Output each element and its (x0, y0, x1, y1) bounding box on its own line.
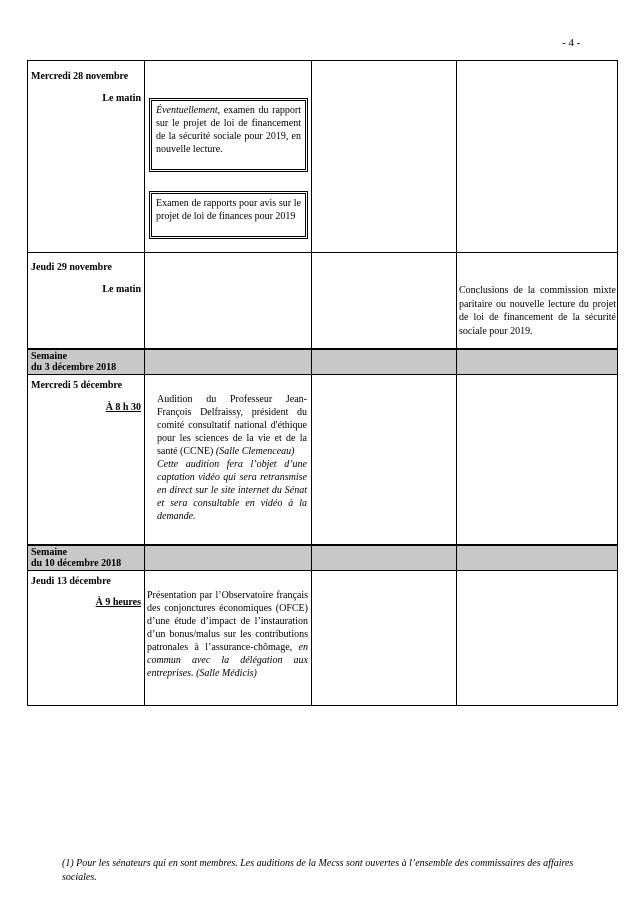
room-text: (Salle Clemenceau) (215, 446, 295, 457)
cell-text (147, 589, 308, 680)
box-italic-text: Éventuellement (156, 105, 218, 116)
date-cell (28, 61, 145, 253)
week-label: Semaine (31, 546, 68, 558)
col2-cell (145, 375, 312, 545)
table-row (28, 253, 618, 349)
col4-cell (457, 571, 618, 706)
table-row (28, 375, 618, 545)
box-text: , examen du rapport sur le projet de loi de financement de la sécurité sociale pour 2019, en nouvelle lecture. (156, 105, 301, 155)
presentation-text: Présentation par l’Observatoire français des conjonctures économiques (OFCE) d’une étude d’impact de l’instauration d’un bonus/malus sur les contributions patronales à l’assurance-chômage, (147, 590, 308, 653)
box-text: Examen de rapports pour avis sur le projet de loi de finances pour 2019 (156, 198, 301, 222)
col3-cell (312, 375, 457, 545)
date-cell (28, 375, 145, 545)
week-label: Semaine (31, 350, 68, 362)
audition-text: Audition du Professeur Jean-François Delfraissy, président du comité consultatif national d'éthique pour les sciences de la vie et de la santé (CCNE) (157, 394, 307, 457)
week-row (28, 349, 618, 375)
cell-text (157, 393, 307, 523)
col4-cell (457, 253, 618, 349)
day-label: Mercredi 28 novembre (31, 71, 129, 82)
table-row (28, 571, 618, 706)
time-label: À 9 heures (95, 597, 141, 608)
table-row (28, 61, 618, 253)
col4-cell (457, 61, 618, 253)
col3-cell (312, 571, 457, 706)
time-label: Le matin (102, 93, 141, 104)
col3-cell (312, 253, 457, 349)
week-row (28, 545, 618, 571)
col4-cell (457, 375, 618, 545)
agenda-box (149, 98, 308, 172)
week-date: du 10 décembre 2018 (31, 557, 122, 569)
agenda-box (149, 191, 308, 239)
week-label-cell (28, 349, 145, 375)
joint-note: en commun avec la délégation aux entreprises. (Salle Médicis) (147, 642, 308, 679)
video-note: Cette audition fera l’objet d’une captation vidéo qui sera retransmise en direct sur le site internet du Sénat et sera consultable en vidéo à la demande. (157, 459, 307, 522)
week-label-cell (28, 545, 145, 571)
agenda-table (27, 60, 618, 706)
cell-text: Conclusions de la commission mixte paritaire ou nouvelle lecture du projet de loi de financement de la sécurité sociale pour 2019. (459, 285, 616, 337)
col2-cell (145, 253, 312, 349)
day-label: Mercredi 5 décembre (31, 380, 123, 391)
page-number: - 4 - (562, 37, 581, 49)
date-cell (28, 253, 145, 349)
col2-cell (145, 61, 312, 253)
footnote: (1) Pour les sénateurs qui en sont membres. Les auditions de la Mecss sont ouvertes à l’ensemble des commissaires des affaires sociales. (62, 858, 574, 883)
col3-cell (312, 61, 457, 253)
time-label: Le matin (102, 284, 141, 295)
time-label: À 8 h 30 (105, 402, 141, 413)
day-label: Jeudi 29 novembre (31, 262, 112, 273)
week-date: du 3 décembre 2018 (31, 361, 117, 373)
date-cell (28, 571, 145, 706)
day-label: Jeudi 13 décembre (31, 576, 111, 587)
col2-cell (145, 571, 312, 706)
